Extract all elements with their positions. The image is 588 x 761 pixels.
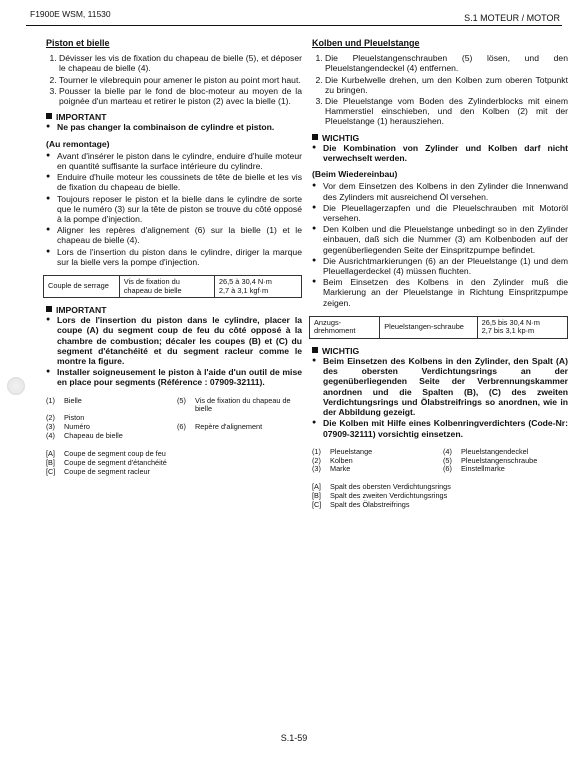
reassembly-item: ● Aligner les repères d'alignement (6) sur la bielle (1) et le chapeau de bielle (4). [57,225,302,245]
important-label: IMPORTANT [56,305,107,316]
important-item: ● Die Kombination von Zylinder und Kolben darf nicht verwechselt werden. [323,143,568,163]
reassembly-item: ● Enduire d'huile moteur les coussinets de tête de bielle et les vis de fixation du chapeau de bielle. [57,172,302,192]
letter-row [46,458,302,467]
important-item: ● Lors de l'insertion du piston dans le cylindre, placer la coupe (A) du segment coup de feu du côté opposé à la chambre de combustion; décaler les coupes (B) et (C) du segment d'étanchéité et du segment racleur comme le montre la figure. [57,315,302,366]
legend-value: Marke [330,464,351,474]
letter-key: [A] [46,448,55,458]
square-bullet-icon [312,347,318,353]
legend-key: (1) [312,446,321,456]
reassembly-item: ● Den Kolben und die Pleuelstange unbedingt so in den Zylinder einbauen, daß sich die Nummer (3) am Kolbenboden auf der gegenüberliegenden Seite der Einspritzpumpe befindet. [323,224,568,255]
legend-key: (5) [177,395,186,405]
letter-row [312,500,568,509]
legend-key: (3) [46,422,55,432]
step-item: 2. Die Kurbelwelle drehen, um den Kolben zum oberen Totpunkt zu bringen. [325,75,568,95]
legend-row [46,397,302,415]
reassembly-item: ● Vor dem Einsetzen des Kolbens in den Zylinder die Innenwand des Zylinders mit ausreichend Öl versehen. [323,181,568,201]
legend-value: Chapeau de bielle [64,430,123,440]
legend-key: (2) [312,455,321,465]
important-label: WICHTIG [322,345,360,356]
legend-value: Pleuelstangenschraube [461,455,538,465]
legend-value: Numéro [64,422,90,432]
important-heading [46,305,302,315]
legend-key: (1) [46,395,55,405]
letter-value: Coupe de segment d'étanchéité [64,457,167,467]
letter-value: Coupe de segment coup de feu [64,448,166,458]
reassembly-item: ● Beim Einsetzen des Kolbens in den Zylinder muß die Markierung an der Pleuelstange in Richtung Einspritzpumpe zeigen. [323,277,568,308]
letter-value: Spalt des zweiten Verdichtungsrings [330,491,448,501]
reassembly-item: ● Avant d'insérer le piston dans le cylindre, enduire d'huile moteur en quantité suffisante la surface intérieure du cylindre. [57,151,302,171]
step-item: 2. Tourner le vilebrequin pour amener le piston au point mort haut. [59,75,302,85]
page-number: S.1-59 [280,733,308,743]
square-bullet-icon [312,134,318,140]
legend-value: Kolben [330,455,353,465]
spec-value-kpm: 2,7 bis 3,1 kp·m [481,326,535,336]
step-item: 3. Die Pleuelstange vom Boden des Zylinderblocks mit einem Hammerstiel einschieben, und den Kolben (2) mit der Pleuelstange (1) herausziehen. [325,96,568,127]
important-item: ● Beim Einsetzen des Kolbens in den Zylinder, den Spalt (A) des obersten Verdichtungsrings an der gegenüberliegenden Seite der Verbrennungskammer anordnen und die Spalten (B), (C) des zweiten Verdichtungsrings und Ölabstreifrings so anordnen, wie in der Abbildung gezeigt. [323,356,568,417]
important-label: WICHTIG [322,132,360,143]
legend-value: Einstellmarke [461,464,505,474]
reassembly-item: ● Toujours reposer le piston et la bielle dans le cylindre de sorte que le numéro (3) sur la tête de piston se trouve du côté opposé à la pompe d'injection. [57,194,302,225]
legend-row [312,465,568,474]
legend-key: (3) [312,464,321,474]
letter-legend [312,482,568,509]
important-list [312,143,568,163]
letter-key: [C] [312,500,322,510]
section-title: Piston et bielle [46,38,110,48]
torque-spec-table [309,316,568,339]
spec-value [477,316,567,338]
important-list [312,356,568,439]
legend-value: Piston [64,413,85,423]
reassembly-item: ● Die Ausrichtmarkierungen (6) an der Pleuelstange (1) und dem Pleuellagerdeckel (4) müssen fluchten. [323,256,568,276]
important-item: ● Ne pas changer la combinaison de cylindre et piston. [57,122,302,132]
legend-key: (5) [443,455,452,465]
important-heading [312,346,568,356]
step-list [312,53,568,126]
column-german [312,38,568,509]
important-item: ● Die Kolben mit Hilfe eines Kolbenringverdichters (Code-Nr: 07909-32111) vorsichtig einsetzen. [323,418,568,438]
reassembly-heading: (Beim Wiedereinbau) [312,169,398,180]
important-list [46,315,302,387]
letter-row [46,467,302,476]
letter-row [46,449,302,458]
legend-key: (4) [46,430,55,440]
legend-row [312,457,568,466]
spec-value-nm: 26,5 bis 30,4 N·m [481,317,540,327]
legend-value: Vis de fixation du chapeau de bielle [195,395,291,414]
important-list [46,122,302,132]
section-title: Kolben und Pleuelstange [312,38,420,48]
step-item: 3. Pousser la bielle par le fond de bloc-moteur au moyen de la poignée d'un marteau et retirer le piston (2) avec la bielle (1). [59,86,302,106]
letter-value: Coupe de segment racleur [64,466,150,476]
legend-value: Repère d'alignement [195,422,263,432]
letter-value: Spalt des Ölabstreifrings [330,500,410,510]
letter-key: [A] [312,482,321,492]
important-label: IMPORTANT [56,112,107,123]
legend-value: Bielle [64,395,82,405]
letter-legend [46,449,302,476]
reassembly-list [46,151,302,267]
important-item: ● Installer soigneusement le piston à l'aide d'un outil de mise en place pour segments (Référence : 07909-32111). [57,367,302,387]
square-bullet-icon [46,113,52,119]
letter-row [312,482,568,491]
letter-key: [C] [46,466,56,476]
header-rule [26,25,562,26]
legend-row [46,432,302,441]
header-section: S.1 MOTEUR / MOTOR [464,13,560,23]
spec-value-nm: 26,5 à 30,4 N·m [218,277,272,287]
reassembly-item: ● Lors de l'insertion du piston dans le cylindre, diriger la marque sur la bielle vers la pompe d'injection. [57,247,302,267]
square-bullet-icon [46,306,52,312]
binder-hole-mark [7,377,25,395]
spec-label: Couple de serrage [44,276,120,298]
letter-key: [B] [312,491,321,501]
reassembly-heading: (Au remontage) [46,138,110,149]
reassembly-list [312,181,568,307]
legend-value: Pleuelstangendeckel [461,446,529,456]
spec-part: Vis de fixation du chapeau de bielle [119,276,214,298]
spec-part: Pleuelstangen-schraube [380,316,477,338]
legend-key: (4) [443,446,452,456]
legend-list [46,397,302,441]
spec-label: Anzugs-drehmoment [310,316,380,338]
legend-value: Pleuelstange [330,446,373,456]
important-heading [312,133,568,143]
torque-spec-table [43,275,302,298]
letter-row [312,491,568,500]
legend-list [312,448,568,474]
step-list [46,53,302,106]
header-doc-id: F1900E WSM, 11530 [30,9,111,19]
legend-key: (2) [46,413,55,423]
spec-value-kgfm: 2,7 à 3,1 kgf·m [218,285,269,295]
letter-value: Spalt des obersten Verdichtungsrings [330,482,451,492]
letter-key: [B] [46,457,55,467]
step-item: 1. Die Pleuelstangenschrauben (5) lösen, und den Pleuelstangendeckel (4) entfernen. [325,53,568,73]
step-item: 1. Dévisser les vis de fixation du chapeau de bielle (5), et déposer le chapeau de bielle (4). [59,53,302,73]
legend-key: (6) [177,422,186,432]
legend-value [195,432,291,441]
legend-key [177,432,195,441]
spec-value [214,276,301,298]
important-heading [46,112,302,122]
reassembly-item: ● Die Pleuellagerzapfen und die Pleuelschrauben mit Motoröl versehen. [323,203,568,223]
legend-key: (6) [443,464,452,474]
column-french [46,38,302,476]
